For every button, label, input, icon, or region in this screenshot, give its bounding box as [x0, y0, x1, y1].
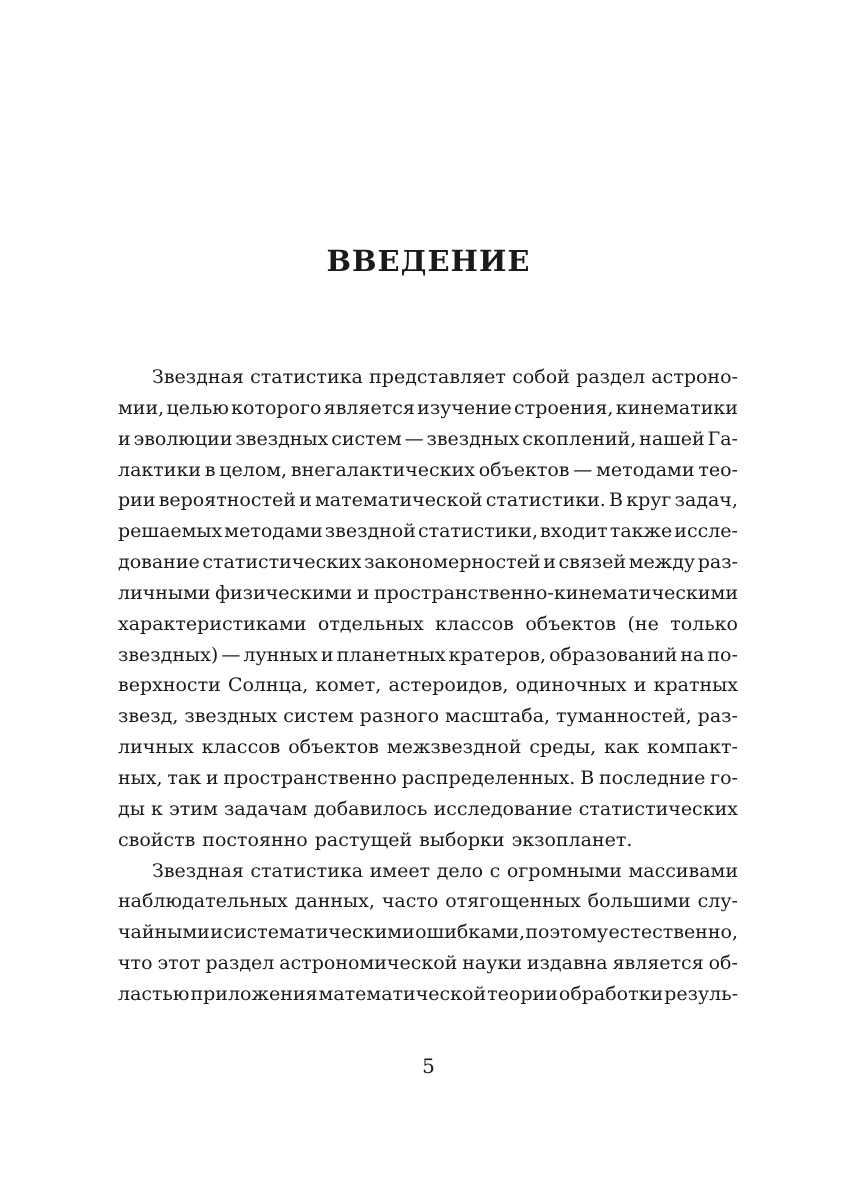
text-line: личных классов объектов межзвездной среды, как компакт-: [118, 736, 738, 759]
page-number: 5: [422, 1054, 435, 1078]
text-line: рии вероятностей и математической статистики. В круг задач,: [118, 489, 738, 512]
text-line: звезд, звездных систем разного масштаба, туманностей, раз-: [118, 705, 738, 728]
paragraph-2: [118, 856, 738, 1010]
page-title: ВВЕДЕНИЕ: [326, 244, 531, 278]
text-line: решаемых методами звездной статистики, входит также иссле-: [118, 520, 738, 543]
paragraph-1: [118, 362, 738, 856]
text-line: и эволюции звездных систем — звездных скоплений, нашей Га-: [118, 427, 738, 450]
text-line: наблюдательных данных, часто отягощенных большими слу-: [118, 890, 738, 913]
text-line: звездных) — лунных и планетных кратеров, образований на по-: [118, 643, 738, 666]
text-line: что этот раздел астрономической науки издавна является об-: [118, 952, 738, 975]
text-line: лактики в целом, внегалактических объектов — методами тео-: [118, 458, 738, 481]
text-line: ды к этим задачам добавилось исследование статистических: [118, 797, 738, 820]
text-line: мии, целью которого является изучение строения, кинематики: [118, 396, 738, 419]
text-line: ластью приложения математической теории обработки резуль-: [118, 982, 738, 1005]
text-line: ных, так и пространственно распределенных. В последние го-: [118, 766, 738, 789]
text-line: характеристиками отдельных классов объектов (не только: [118, 612, 738, 635]
text-line: свойств постоянно растущей выборки экзопланет.: [118, 828, 633, 851]
text-line: дование статистических закономерностей и связей между раз-: [118, 551, 738, 574]
text-line: Звездная статистика имеет дело с огромными массивами: [152, 859, 738, 882]
body-text: [118, 362, 738, 1010]
text-line: чайными и систематическими ошибками, поэтому естественно,: [118, 921, 738, 944]
text-line: верхности Солнца, комет, астероидов, одиночных и кратных: [118, 674, 738, 697]
text-line: личными физическими и пространственно-кинематическими: [118, 581, 738, 604]
text-line: Звездная статистика представляет собой раздел астроно-: [152, 366, 738, 388]
